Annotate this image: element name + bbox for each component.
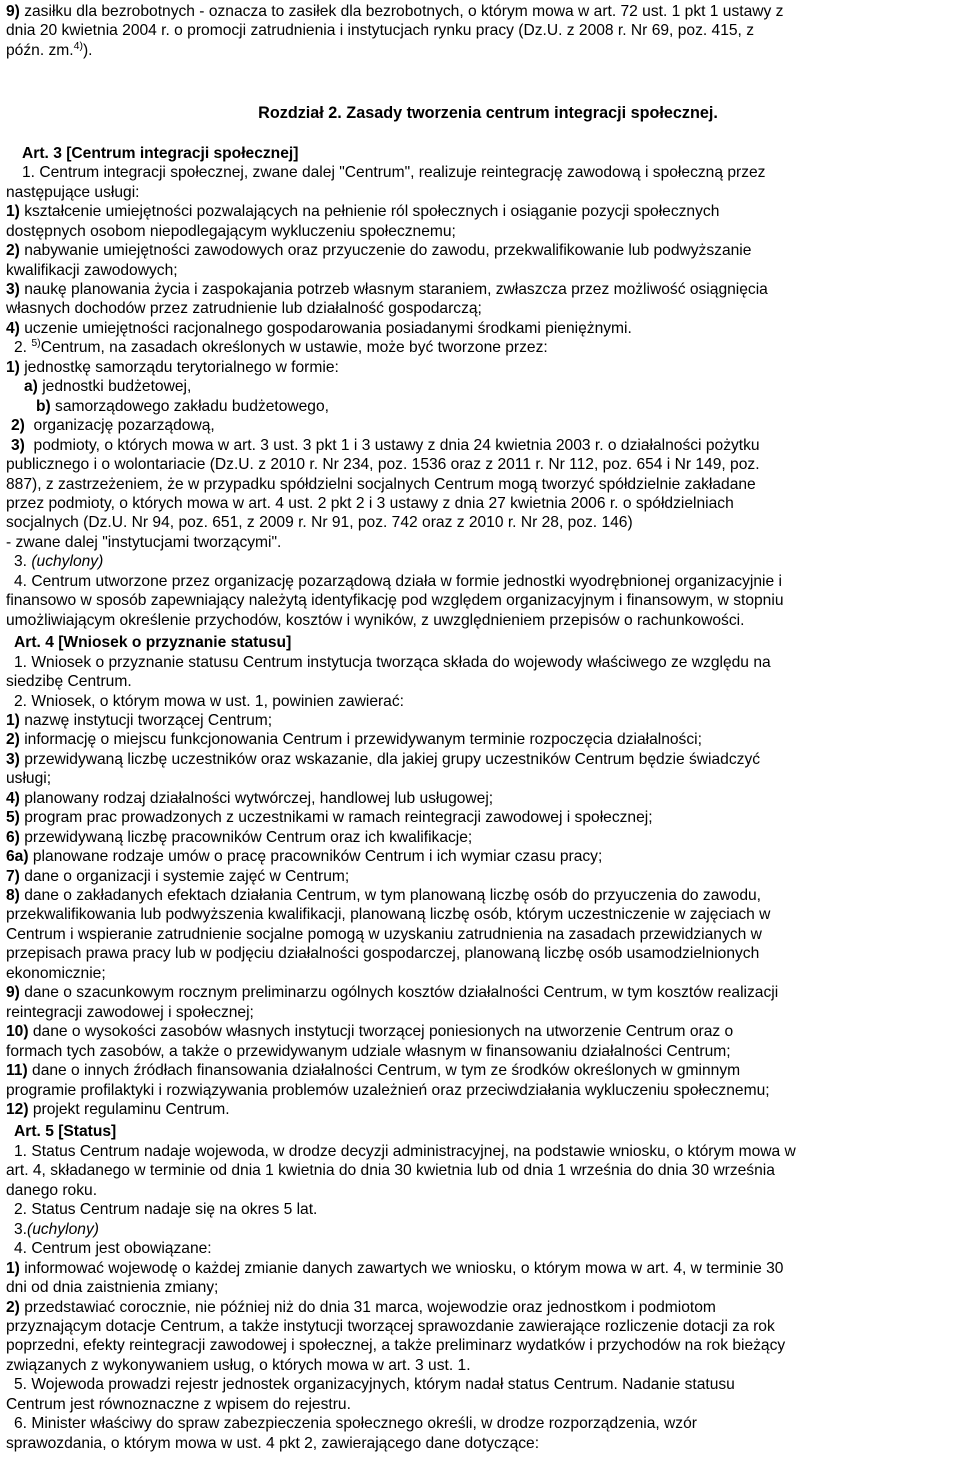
item-number: 2) [6,731,20,749]
text-line: 1. Wniosek o przyznanie statusu Centrum instytucja tworząca składa do wojewody właściwego ze względu na [14,653,771,671]
text-line: przekwalifikowania lub podwyższenia kwalifikacji, planowaną liczbę osób, którym uczestniczenie w zajęciach w [6,906,771,924]
item-number: 2) [6,242,20,260]
list-item [6,750,954,769]
text-line: umożliwiającym określenie przychodów, kosztów i wyników, z uwzględnieniem przepisów o rachunkowości. [6,611,745,629]
item-number: 1) [6,1259,20,1277]
text-line: dane o wysokości zasobów własnych instytucji tworzącej poniesionych na utworzenie Centrum oraz o [28,1023,734,1041]
text-line: samorządowego zakładu budżetowego, [50,397,329,415]
item-number: 3) [6,280,20,298]
text-line: związanych z wykonywaniem usług, o których mowa w art. 3 ust. 1. [6,1356,471,1374]
text-line: przez podmioty, o których mowa w art. 4 ust. 2 pkt 2 i 3 ustawy z dnia 27 kwietnia 2006 r. o spółdzielniach [6,494,734,512]
text-line: przewidywaną liczbę uczestników oraz wskazanie, dla jakiej grupy uczestników Centrum będzie świadczyć [19,750,761,768]
text-line: 4. Centrum jest obowiązane: [14,1240,212,1258]
text-line: socjalnych (Dz.U. Nr 94, poz. 651, z 2009 r. Nr 91, poz. 742 oraz z 2010 r. Nr 28, poz. 146) [6,514,633,532]
chapter-title: Rozdział 2. Zasady tworzenia centrum integracji społecznej. [258,104,718,123]
text-line: poprzedni, efekty reintegracji zawodowej i społecznej, a także preliminarz wydatków i przychodów na rok bieżący [6,1337,786,1355]
item-number: 9) [6,984,20,1002]
list-item [6,730,954,749]
item-number: 1) [6,358,20,376]
text-line: dane o organizacji i systemie zajęć w Centrum; [19,867,350,885]
text-line: przewidywaną liczbę pracowników Centrum oraz ich kwalifikacje; [19,828,473,846]
list-item [6,886,954,905]
text-line: późn. zm. [6,41,74,59]
item-number: 9) [6,3,20,20]
text-line: 887), z zastrzeżeniem, że w przypadku spółdzielni socjalnych Centrum mogą tworzyć spółdzielnie zakładane [6,475,756,493]
text-line: usługi; [6,770,52,788]
article-heading: Art. 5 [Status] [14,1123,117,1141]
text-line: uczenie umiejętności racjonalnego gospodarowania posiadanymi środkami pieniężnymi. [19,319,632,337]
paragraph-number: 2. [14,339,32,357]
item-number: 3) [11,436,25,454]
text-line: planowane rodzaje umów o pracę pracowników Centrum i ich wymiar czasu pracy; [28,848,603,866]
text-line: 2. Wniosek, o którym mowa w ust. 1, powinien zawierać: [14,692,404,710]
text-line: publicznego i o wolontariacie (Dz.U. z 2010 r. Nr 234, poz. 1536 oraz z 2011 r. Nr 112, poz. 654 i Nr 149, poz. [6,456,760,474]
list-item [6,789,954,808]
article-heading: Art. 3 [Centrum integracji społecznej] [22,144,299,162]
list-item [6,1022,954,1041]
list-item [6,1061,954,1080]
text-line: Centrum i wspieranie zatrudnienie socjalne pomogą w uzyskaniu zatrudnienia na zasadach przewidzianych w [6,925,762,943]
top-paragraph [6,2,954,60]
text-line: finansowo w sposób zapewniający należytą identyfikację pod względem organizacyjnym i finansowym, w stopniu [6,592,784,610]
text-line: informację o miejscu funkcjonowania Centrum i przewidywanym terminie rozpoczęcia działalności; [19,731,702,749]
text-line: 1. Centrum integracji społecznej, zwane dalej "Centrum", realizuje reintegrację zawodową i społeczną przez [22,164,766,182]
item-number: 10) [6,1023,29,1041]
text-line: program prac prowadzonych z uczestnikami w ramach reintegracji zawodowej i społecznej; [19,809,653,827]
text-line: projekt regulaminu Centrum. [28,1101,230,1119]
text-line: kwalifikacji zawodowych; [6,261,178,279]
item-number: 1) [6,711,20,729]
list-item [6,867,954,886]
text-line: programie profilaktyki i rozwiązywania problemów uzależnień oraz przeciwdziałania wykluczeniu społecznemu; [6,1081,770,1099]
article-3 [6,144,954,630]
list-item [6,847,954,866]
footnote-marker: 5) [31,337,41,350]
list-item [6,983,954,1002]
text-line: przepisach prawa pracy lub w podjęciu działalności gospodarczej, planowaną liczbę osób usamodzielnionych [6,945,760,963]
text-line: danego roku. [6,1181,98,1199]
item-number: 7) [6,867,20,885]
list-item [6,1100,954,1119]
text-line: organizację pozarządową, [24,417,215,435]
text-line: dni od dnia zaistnienia zmiany; [6,1279,219,1297]
text-line: dane o innych źródłach finansowania działalności Centrum, w tym ze środków określonych w gminnym [27,1062,741,1080]
requirements-list [6,711,954,1120]
item-number: 6a) [6,848,29,866]
item-number: 12) [6,1101,29,1119]
list-item [6,828,954,847]
text-line: Centrum jest równoznaczne z wpisem do rejestru. [6,1395,351,1413]
text-line: dane o zakładanych efektach działania Centrum, w tym planowaną liczbę osób do przyuczenia do zawodu, [19,887,762,905]
repealed-note: (uchylony) [31,553,104,571]
text-line: 4. Centrum utworzone przez organizację pozarządową działa w formie jednostki wyodrębnionej organizacyjnie i [14,572,782,590]
item-number: 6) [6,828,20,846]
text-line: 1. Status Centrum nadaje wojewoda, w drodze decyzji administracyjnej, na podstawie wniosku, o którym mowa w [14,1142,796,1160]
item-number: 1) [6,203,20,221]
text-line: naukę planowania życia i zaspokajania potrzeb własnym staraniem, zwłaszcza przez możliwość osiągnięcia [19,280,768,298]
item-number: 5) [6,809,20,827]
list-item [6,808,954,827]
item-number: 11) [6,1062,28,1080]
text-line: zasiłku dla bezrobotnych - oznacza to zasiłek dla bezrobotnych, o którym mowa w art. 72 ust. 1 pkt 1 ustawy z [19,3,784,20]
text-line: nabywanie umiejętności zawodowych oraz przyuczenie do zawodu, przekwalifikowanie lub podwyższanie [19,242,752,260]
text-line: jednostki budżetowej, [37,378,192,396]
paragraph-number: 3. [14,1220,28,1238]
text-line: ekonomicznie; [6,964,106,982]
text-line: siedzibę Centrum. [6,673,132,691]
text-line: reintegracji zawodowej i społecznej; [6,1003,254,1021]
text-line: przedstawiać corocznie, nie później niż do dnia 31 marca, wojewodzie oraz jednostkom i podmiotom [19,1298,716,1316]
text-line: 2. Status Centrum nadaje się na okres 5 lat. [14,1201,318,1219]
item-number: 2) [6,1298,20,1316]
text-line: dostępnych osobom niepodlegającym wykluczeniu społecznemu; [6,222,456,240]
item-number: 4) [6,789,20,807]
text-line: 6. Minister właściwy do spraw zabezpieczenia społecznego określi, w drodze rozporządzenia, wzór [14,1415,697,1433]
item-letter: b) [36,397,51,415]
text-line: - zwane dalej "instytucjami tworzącymi". [6,533,282,551]
text-line: 5. Wojewoda prowadzi rejestr jednostek organizacyjnych, którym nadał status Centrum. Nadanie statusu [14,1376,735,1394]
item-letter: a) [24,378,38,396]
text-line: ). [82,41,93,59]
text-line: planowany rodzaj działalności wytwórczej, handlowej lub usługowej; [19,789,494,807]
text-line: kształcenie umiejętności pozwalających na pełnienie ról społecznych i osiąganie pozycji społecznych [19,203,720,221]
article-4 [6,633,954,1119]
text-line: własnych dochodów przez zatrudnienie lub działalność gospodarczą; [6,300,482,318]
article-5 [6,1122,954,1453]
item-number: 8) [6,887,20,905]
text-line: informować wojewodę o każdej zmianie danych zawartych we wniosku, o którym mowa w art. 4, w terminie 30 [19,1259,784,1277]
list-item [6,711,954,730]
text-line: dnia 20 kwietnia 2004 r. o promocji zatrudnienia i instytucjach rynku pracy (Dz.U. z 2008 r. Nr 69, poz. 415, z [6,22,755,40]
text-line: nazwę instytucji tworzącej Centrum; [19,711,273,729]
text-line: Centrum, na zasadach określonych w ustawie, może być tworzone przez: [40,339,548,357]
item-number: 4) [6,319,20,337]
text-line: sprawozdania, o którym mowa w ust. 4 pkt 2, zawierającego dane dotyczące: [6,1434,540,1452]
text-line: następujące usługi: [6,183,140,201]
text-line: jednostkę samorządu terytorialnego w formie: [19,358,339,376]
text-line: art. 4, składanego w terminie od dnia 1 kwietnia do dnia 30 kwietnia lub od dnia 1 września do dnia 30 września [6,1162,775,1180]
text-line: dane o szacunkowym rocznym preliminarzu ogólnych kosztów działalności Centrum, w tym kosztów realizacji [19,984,779,1002]
text-line: przyznającym dotacje Centrum, a także instytucji tworzącej sprawozdanie zawierające rozliczenie dotacji za rok [6,1318,775,1335]
footnote-marker: 4) [73,39,83,52]
item-number: 2) [11,417,25,435]
text-line: podmioty, o których mowa w art. 3 ust. 3 pkt 1 i 3 ustawy z dnia 24 kwietnia 2003 r. o działalności pożytku [24,436,760,454]
paragraph-number: 3. [14,553,32,571]
text-line: formach tych zasobów, a także o przewidywanym udziale własnym w finansowaniu działalności Centrum; [6,1042,731,1060]
repealed-note: (uchylony) [27,1220,99,1238]
article-heading: Art. 4 [Wniosek o przyznanie statusu] [14,634,292,652]
item-number: 3) [6,750,20,768]
